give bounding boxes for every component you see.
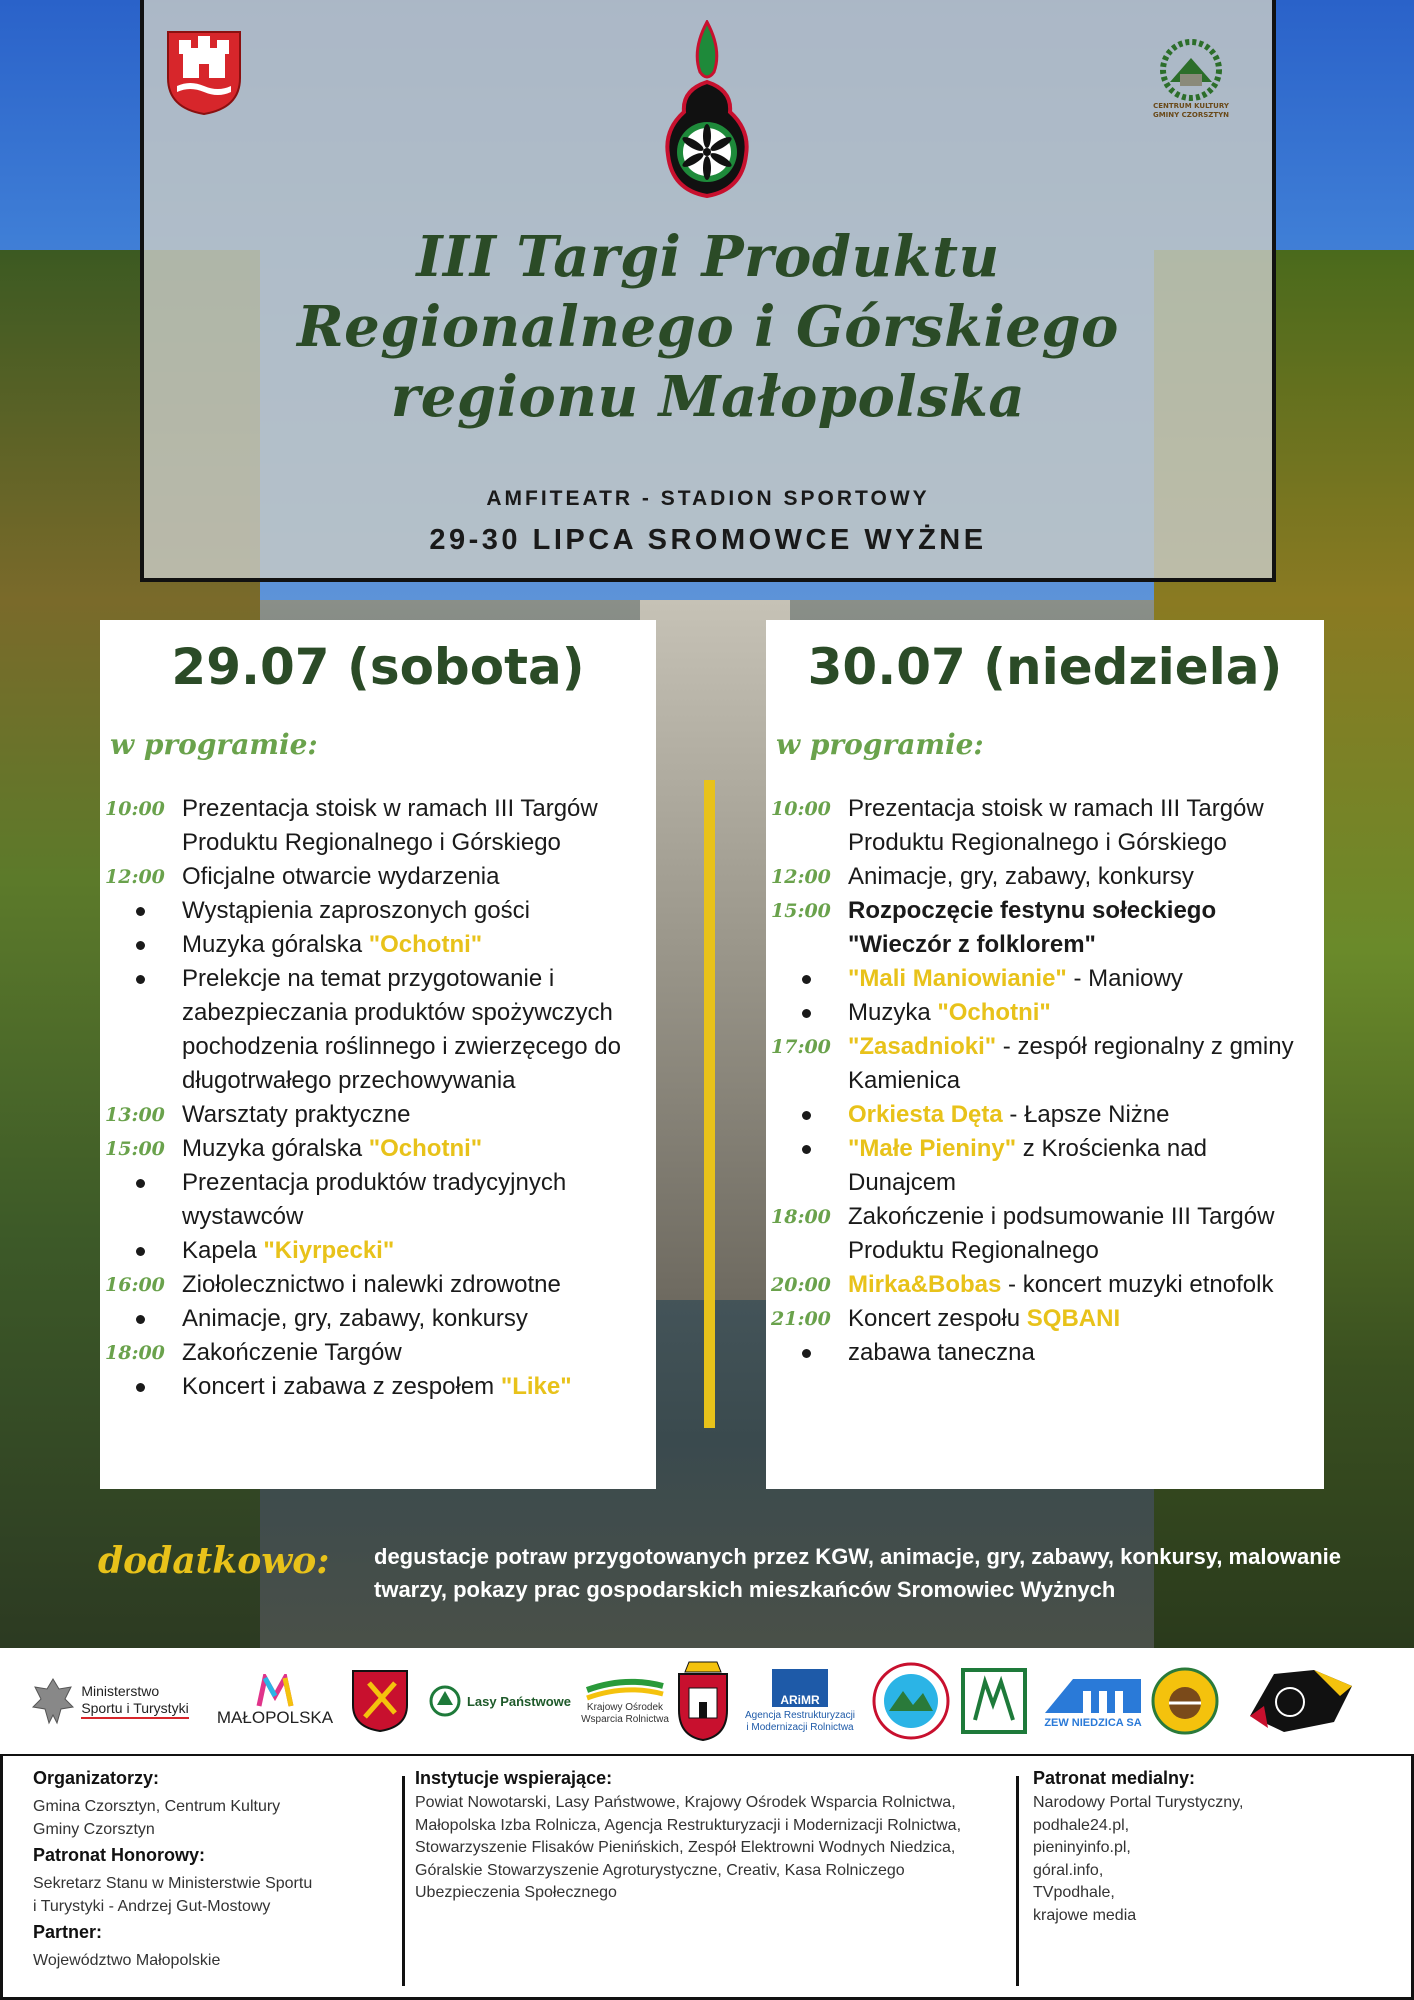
- logo-right-line1: CENTRUM KULTURY: [1153, 102, 1229, 110]
- media-line4: góral.info,: [1033, 1861, 1104, 1879]
- performer-highlight: "Ochotni": [937, 999, 1051, 1026]
- support-line3: Stowarzyszenie Flisaków Pienińskich, Zespół Elektrowni Wodnych Niedzica,: [415, 1839, 956, 1856]
- honor-line2: i Turystyki - Andrzej Gut-Mostowy: [33, 1897, 271, 1915]
- creativ-splash-icon: [1244, 1666, 1356, 1736]
- program-text: Koncert zespołu: [848, 1305, 1027, 1332]
- footer-separator-1: [402, 1776, 405, 1986]
- program-subitem: [100, 1166, 656, 1234]
- sunday-schedule: [766, 792, 1324, 1370]
- support-line4: Góralskie Stowarzyszenie Agroturystyczne, Creativ, Kasa Rolniczego: [415, 1861, 905, 1879]
- program-text: Zakończenie Targów: [182, 1339, 402, 1366]
- program-item: [100, 1268, 656, 1302]
- footer-organizers: [33, 1766, 373, 1973]
- program-subitem: [766, 1132, 1324, 1200]
- arimr-logo: [740, 1648, 860, 1754]
- sunday-program-label: w programie:: [776, 728, 984, 761]
- footer-separator-2: [1016, 1776, 1019, 1986]
- program-text: Animacje, gry, zabawy, konkursy: [848, 863, 1194, 890]
- column-divider: [704, 780, 715, 1428]
- program-item: [766, 1030, 1324, 1098]
- extra-text: degustacje potraw przygotowanych przez KGW, animacje, gry, zabawy, konkursy, malowanie twarzy, pokazy prac gospodarskich mieszkańców Sromowiec Wyżnych: [374, 1544, 1342, 1602]
- flisacy-logo: [868, 1648, 954, 1754]
- media-line2: podhale24.pl,: [1033, 1816, 1130, 1834]
- program-subitem: [100, 928, 656, 962]
- program-time: 10:00: [105, 798, 165, 820]
- program-text: z Krościenka nad Dunajcem: [848, 1135, 1207, 1196]
- program-text: - Łapsze Niżne: [1002, 1101, 1170, 1128]
- performer-highlight: "Zasadnioki": [848, 1033, 997, 1060]
- sunday-program-card: [766, 620, 1324, 1489]
- tree-icon: [429, 1685, 461, 1717]
- venue: AMFITEATR - STADION SPORTOWY: [486, 487, 930, 510]
- program-item: [100, 860, 656, 894]
- ministry-line2: Sportu i Turystyki: [81, 1700, 189, 1716]
- krakow-crest-logo: [670, 1648, 736, 1754]
- square-badge-icon: [961, 1668, 1027, 1734]
- program-item: [766, 1200, 1324, 1268]
- eagle-icon: [31, 1675, 75, 1727]
- program-time: 16:00: [105, 1274, 165, 1296]
- agro-logo: [1148, 1648, 1222, 1754]
- ministry-logo: [20, 1648, 200, 1754]
- program-subitem: [100, 1302, 656, 1336]
- program-time: 15:00: [771, 900, 831, 922]
- footer-support: [415, 1766, 1015, 1905]
- event-dates: 29-30 LIPCA SROMOWCE WYŻNE: [429, 524, 987, 556]
- program-time: 15:00: [105, 1138, 165, 1160]
- saturday-schedule: [100, 792, 656, 1404]
- logo-right-line2: GMINY CZORSZTYN: [1152, 111, 1230, 119]
- event-title: [160, 222, 1256, 432]
- performer-highlight: SQBANI: [1026, 1305, 1121, 1332]
- program-time: 13:00: [105, 1104, 165, 1126]
- partner-text: Województwo Małopolskie: [33, 1952, 221, 1969]
- program-text: Ziołolecznictwo i nalewki zdrowotne: [182, 1271, 561, 1298]
- media-line5: TVpodhale,: [1033, 1884, 1115, 1901]
- performer-highlight: "Like": [500, 1373, 572, 1400]
- zew-label: ZEW NIEDZICA SA: [1044, 1717, 1142, 1729]
- organizers-line1: Gmina Czorsztyn, Centrum Kultury: [33, 1798, 281, 1815]
- program-text: - Maniowy: [1066, 965, 1183, 992]
- program-subitem: [100, 962, 656, 1098]
- program-time: 10:00: [771, 798, 831, 820]
- program-text: Kapela: [182, 1237, 264, 1264]
- program-text: Animacje, gry, zabawy, konkursy: [182, 1305, 528, 1332]
- support-line5: Ubezpieczenia Społecznego: [415, 1884, 617, 1901]
- red-crest-icon: [351, 1669, 409, 1733]
- arimr-line1: Agencja Restrukturyzacji: [744, 1709, 856, 1721]
- media-line6: krajowe media: [1033, 1906, 1137, 1924]
- program-time: 12:00: [771, 866, 831, 888]
- kowr-waves-icon: [585, 1676, 665, 1702]
- dam-icon: [1043, 1673, 1143, 1717]
- organizers-line2: Gminy Czorsztyn: [33, 1820, 155, 1838]
- program-time: 17:00: [771, 1036, 831, 1058]
- lasy-label: Lasy Państwowe: [466, 1693, 572, 1709]
- agro-badge-icon: [1151, 1667, 1219, 1735]
- program-text: - zespół regionalny z gminy Kamienica: [848, 1033, 1294, 1094]
- program-text: Muzyka: [848, 999, 938, 1026]
- program-subitem: [766, 1098, 1324, 1132]
- program-text: Prelekcje na temat przygotowanie i zabezpieczania produktów spożywczych pochodzenia roślinnego i zwierzęcego do długotrwałego przechowywania: [182, 965, 621, 1094]
- program-item: [766, 1302, 1324, 1336]
- ministry-line1: Ministerstwo: [81, 1683, 160, 1699]
- castle-crest-icon: [675, 1660, 731, 1742]
- program-time: 20:00: [771, 1274, 831, 1296]
- program-subitem: [766, 962, 1324, 996]
- sunday-title: 30.07 (niedziela): [807, 638, 1283, 696]
- program-text: Rozpoczęcie festynu sołeckiego "Wieczór z folklorem": [848, 897, 1217, 958]
- program-item: [766, 1268, 1324, 1302]
- program-time: 12:00: [105, 866, 165, 888]
- performer-highlight: "Ochotni": [368, 931, 483, 958]
- kgs-logo: [958, 1648, 1030, 1754]
- zew-niedzica-logo: [1038, 1648, 1148, 1754]
- centrum-kultury-logo: [1150, 36, 1232, 120]
- performer-highlight: "Kiyrpecki": [263, 1237, 395, 1264]
- extra-label: dodatkowo:: [98, 1540, 330, 1582]
- program-text: Zakończenie i podsumowanie III Targów Produktu Regionalnego: [848, 1203, 1275, 1264]
- title-line-1: III Targi Produktu: [416, 224, 1000, 290]
- media-line3: pieninyinfo.pl,: [1033, 1839, 1131, 1856]
- program-subitem: [100, 1234, 656, 1268]
- coat-of-arms-icon: [165, 28, 243, 116]
- media-heading: Patronat medialny:: [1033, 1768, 1196, 1788]
- program-subitem: [766, 996, 1324, 1030]
- program-item: [766, 792, 1324, 860]
- arimr-line2: i Modernizacji Rolnictwa: [746, 1721, 854, 1733]
- program-text: Muzyka góralska: [182, 931, 369, 958]
- program-text: Warsztaty praktyczne: [182, 1101, 411, 1128]
- program-item: [766, 860, 1324, 894]
- performer-highlight: Mirka&Bobas: [848, 1271, 1002, 1298]
- program-text: Prezentacja stoisk w ramach III Targów Produktu Regionalnego i Górskiego: [182, 795, 598, 856]
- footer-media: [1033, 1766, 1393, 1927]
- malopolska-m-icon: [255, 1674, 295, 1708]
- program-text: Oficjalne otwarcie wydarzenia: [182, 863, 500, 890]
- support-line1: Powiat Nowotarski, Lasy Państwowe, Krajowy Ośrodek Wsparcia Rolnictwa,: [415, 1794, 956, 1811]
- kowr-line2: Wsparcia Rolnictwa: [581, 1714, 669, 1725]
- kowr-line1: Krajowy Ośrodek: [586, 1702, 664, 1713]
- title-line-2: Regionalnego i Górskiego: [297, 294, 1119, 360]
- program-time: 18:00: [105, 1342, 165, 1364]
- saturday-program-card: [100, 620, 656, 1489]
- program-item: [766, 894, 1324, 962]
- media-line1: Narodowy Portal Turystyczny,: [1033, 1794, 1244, 1811]
- program-subitem: [766, 1336, 1324, 1370]
- program-item: [100, 792, 656, 860]
- program-text: Prezentacja stoisk w ramach III Targów Produktu Regionalnego i Górskiego: [848, 795, 1264, 856]
- malopolska-label: MAŁOPOLSKA: [216, 1708, 334, 1727]
- program-text: Muzyka góralska: [182, 1135, 369, 1162]
- malopolska-logo: [210, 1648, 340, 1754]
- sponsor-strip: [0, 1648, 1414, 1754]
- organizers-heading: Organizatorzy:: [33, 1768, 160, 1788]
- lasy-panstwowe-logo: [425, 1648, 575, 1754]
- program-item: [100, 1132, 656, 1166]
- program-text: zabawa taneczna: [848, 1339, 1035, 1366]
- powiat-crest-logo: [345, 1648, 415, 1754]
- performer-highlight: "Mali Maniowianie": [848, 965, 1067, 992]
- program-subitem: [100, 894, 656, 928]
- saturday-program-label: w programie:: [110, 728, 318, 761]
- partner-heading: Partner:: [33, 1922, 103, 1942]
- folk-ornament-icon: [662, 20, 752, 198]
- footer: [0, 1754, 1414, 2000]
- program-text: Prezentacja produktów tradycyjnych wystawców: [182, 1169, 567, 1230]
- program-text: - koncert muzyki etnofolk: [1001, 1271, 1274, 1298]
- honor-heading: Patronat Honorowy:: [33, 1845, 206, 1865]
- program-text: Koncert i zabawa z zespołem: [182, 1373, 501, 1400]
- kowr-logo: [580, 1648, 670, 1754]
- round-badge-icon: [871, 1661, 951, 1741]
- program-item: [100, 1336, 656, 1370]
- performer-highlight: Orkiesta Dęta: [848, 1101, 1003, 1128]
- performer-highlight: "Małe Pieniny": [848, 1135, 1017, 1162]
- arimr-badge: ARiMR: [772, 1669, 828, 1707]
- performer-highlight: "Ochotni": [368, 1135, 483, 1162]
- program-item: [100, 1098, 656, 1132]
- support-line2: Małopolska Izba Rolnicza, Agencja Restrukturyzacji i Modernizacji Rolnictwa,: [415, 1816, 962, 1834]
- program-text: Wystąpienia zaproszonych gości: [182, 897, 530, 924]
- saturday-title: 29.07 (sobota): [171, 638, 585, 696]
- title-line-3: regionu Małopolska: [390, 364, 1026, 430]
- program-time: 18:00: [771, 1206, 831, 1228]
- honor-line1: Sekretarz Stanu w Ministerstwie Sportu: [33, 1875, 313, 1892]
- program-time: 21:00: [771, 1308, 831, 1330]
- creativ-logo: [1240, 1648, 1360, 1754]
- support-heading: Instytucje wspierające:: [415, 1768, 613, 1788]
- program-subitem: [100, 1370, 656, 1404]
